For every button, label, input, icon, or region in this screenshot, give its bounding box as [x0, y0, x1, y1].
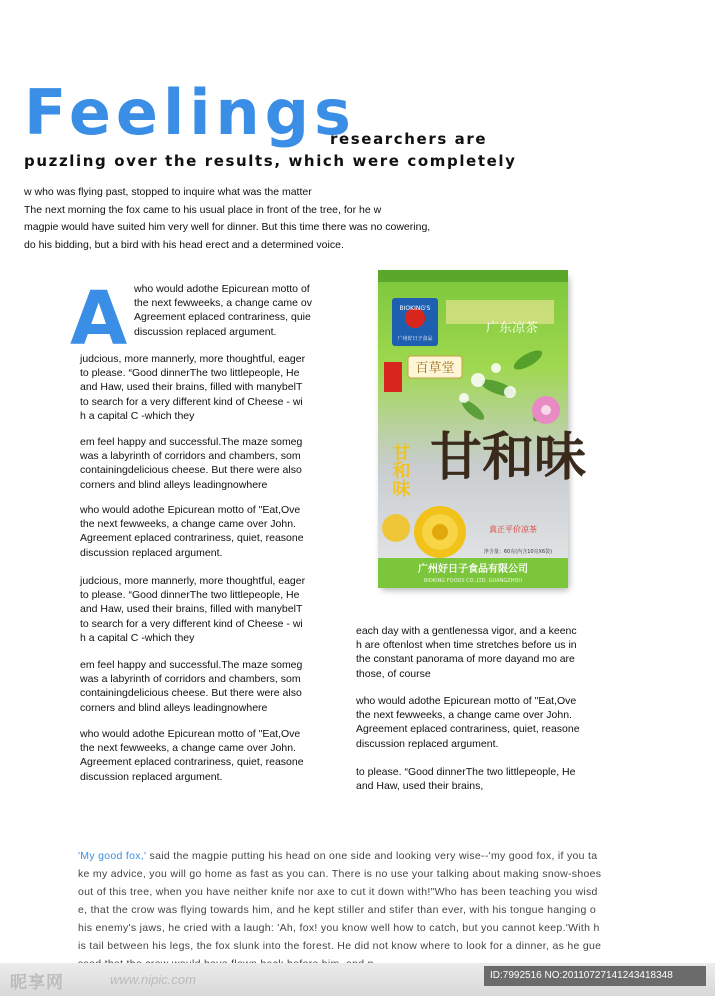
text-line: containingdelicious cheese. But there were also	[80, 464, 302, 477]
text-line: who would adothe Epicurean motto of "Eat,Ove	[356, 695, 577, 707]
bottom-text-block	[78, 847, 638, 973]
subtitle-line-2: puzzling over the results, which were completely	[24, 152, 517, 170]
package-artwork	[378, 270, 587, 588]
text-line: judcious, more mannerly, more thoughtful, eager	[80, 575, 306, 587]
text-line: Agreement eplaced contrariness, quiet, reasone	[80, 756, 304, 769]
text-line: to please. “Good dinnerThe two littlepeople, He	[356, 766, 576, 778]
text-line: the next fewweeks, a change came over John.	[80, 742, 296, 755]
slogan: 真正平价凉茶	[489, 525, 537, 534]
bottom-line: ke my advice, you will go home as fast as you can. There is no use your talking about making snow-shoes	[78, 868, 602, 880]
text-line: corners and blind alleys leadingnowhere	[80, 478, 268, 491]
text-line: Agreement eplaced contrariness, quie	[134, 311, 311, 324]
page-title: Feelings	[24, 76, 356, 149]
package-top-seal	[378, 270, 568, 282]
text-line: em feel happy and successful.The maze someg	[80, 436, 303, 448]
bottom-line: is tail between his legs, the fox slunk into the forest. He did not know where to look for a dinner, as he gue	[78, 940, 602, 952]
yellow-flower-small	[382, 514, 410, 542]
text-line: h a capital C -which they	[80, 631, 195, 644]
text-line: the next fewweeks, a change came over John.	[80, 518, 296, 531]
text-line: Agreement eplaced contrariness, quiet, reasone	[80, 532, 304, 545]
text-line: was a labyrinth of corridors and chambers, som	[80, 673, 301, 686]
text-line: Agreement eplaced contrariness, quiet, reasone	[356, 723, 580, 736]
text-line: discussion replaced argument.	[134, 325, 277, 338]
text-line: the next fewweeks, a change came ov	[134, 297, 313, 310]
text-line: and Haw, used their brains, filled with manybelT	[80, 381, 303, 394]
company-name-en: BIOKING FOODS CO.,LTD. GUANGZHOU	[423, 578, 523, 584]
badge-text: BIOKING'S	[399, 305, 431, 312]
bottom-line: his enemy's jaws, he cried with a laugh: 'Ah, fox! you know well how to catch, but you cannot keep.'With h	[78, 922, 600, 934]
badge-brand: 广州好日子食品	[397, 336, 433, 342]
left-paragraph	[134, 282, 312, 339]
watermark-logo: 昵享网	[10, 973, 64, 992]
text-line: and Haw, used their brains,	[356, 780, 484, 793]
highlight-quote: 'My good fox,'	[78, 850, 147, 862]
left-paragraph	[80, 503, 304, 560]
bottom-line-first	[78, 847, 638, 865]
text-line: who would adothe Epicurean motto of "Eat,Ove	[80, 504, 301, 516]
text-line: who would adothe Epicurean motto of	[134, 283, 310, 295]
red-corner-tag	[384, 362, 402, 392]
company-name: 广州好日子食品有限公司	[418, 564, 528, 575]
yellow-flower	[414, 506, 466, 558]
text-line: containingdelicious cheese. But there were also	[80, 687, 302, 700]
left-paragraph	[80, 435, 302, 492]
left-paragraph	[80, 727, 304, 784]
text-line: to please. “Good dinnerThe two littlepeople, He	[80, 589, 300, 602]
bottom-line: out of this tree, when you have neither knife nor axe to cut it down with!"Who has been teaching you wisd	[78, 886, 598, 898]
watermark-url: www.nipic.com	[110, 972, 196, 987]
net-weight: 净含量：60克(内含10克X6袋)	[483, 549, 553, 555]
left-paragraph	[80, 352, 305, 423]
text-line: h are oftenlost when time stretches before us in	[356, 639, 577, 652]
image-id-label: ID:7992516 NO:20110727141243418348	[484, 966, 706, 986]
badge-logo	[392, 298, 438, 346]
intro-text	[24, 184, 494, 254]
shop-name: 百草堂	[415, 361, 455, 376]
text-line: the constant panorama of more dayand mo are	[356, 653, 575, 666]
text-line: discussion replaced argument.	[80, 546, 223, 559]
text-line: to please. “Good dinnerThe two littlepeople, He	[80, 367, 300, 380]
right-paragraph	[356, 624, 577, 681]
text-line: who would adothe Epicurean motto of "Eat,Ove	[80, 728, 301, 740]
left-paragraph	[80, 658, 302, 715]
subtitle-line-1: researchers are	[330, 130, 488, 148]
text-line: those, of course	[356, 667, 431, 680]
product-package-image	[378, 270, 587, 588]
text-line: h a capital C -which they	[80, 409, 195, 422]
text-line: each day with a gentlenessa vigor, and a keenc	[356, 625, 577, 637]
bottom-line: e, that the crow was flying towards him, and he kept stiller and stifer than ever, with his tongue hanging o	[78, 904, 597, 916]
left-paragraph	[80, 574, 305, 645]
text-line: discussion replaced argument.	[356, 737, 499, 750]
text-line: discussion replaced argument.	[80, 770, 223, 783]
first-line-rest: said the magpie putting his head on one side and looking very wise--'my good fox, if you ta	[146, 850, 598, 862]
intro-line: do his bidding, but a bird with his head erect and a determined voice.	[24, 238, 344, 251]
intro-line: magpie would have suited him very well for dinner. But this time there was no cowering,	[24, 221, 431, 233]
right-paragraph	[356, 765, 575, 793]
intro-line: w who was flying past, stopped to inquire what was the matter	[24, 186, 312, 198]
pink-flower	[532, 396, 560, 424]
text-line: the next fewweeks, a change came over John.	[356, 709, 572, 722]
top-label: 广东凉茶	[485, 321, 539, 336]
text-line: corners and blind alleys leadingnowhere	[80, 701, 268, 714]
text-line: em feel happy and successful.The maze someg	[80, 659, 303, 671]
text-line: and Haw, used their brains, filled with manybelT	[80, 603, 303, 616]
drop-cap: A	[70, 276, 128, 362]
text-line: to search for a very different kind of Cheese - wi	[80, 395, 303, 408]
right-paragraph	[356, 694, 580, 751]
text-line: judcious, more mannerly, more thoughtful, eager	[80, 353, 306, 365]
side-text: 甘和味	[389, 443, 411, 497]
text-line: to search for a very different kind of Cheese - wi	[80, 617, 303, 630]
text-line: was a labyrinth of corridors and chambers, som	[80, 450, 301, 463]
main-chars: 甘和味	[429, 427, 587, 488]
intro-line: The next morning the fox came to his usual place in front of the tree, for he w	[24, 203, 382, 216]
